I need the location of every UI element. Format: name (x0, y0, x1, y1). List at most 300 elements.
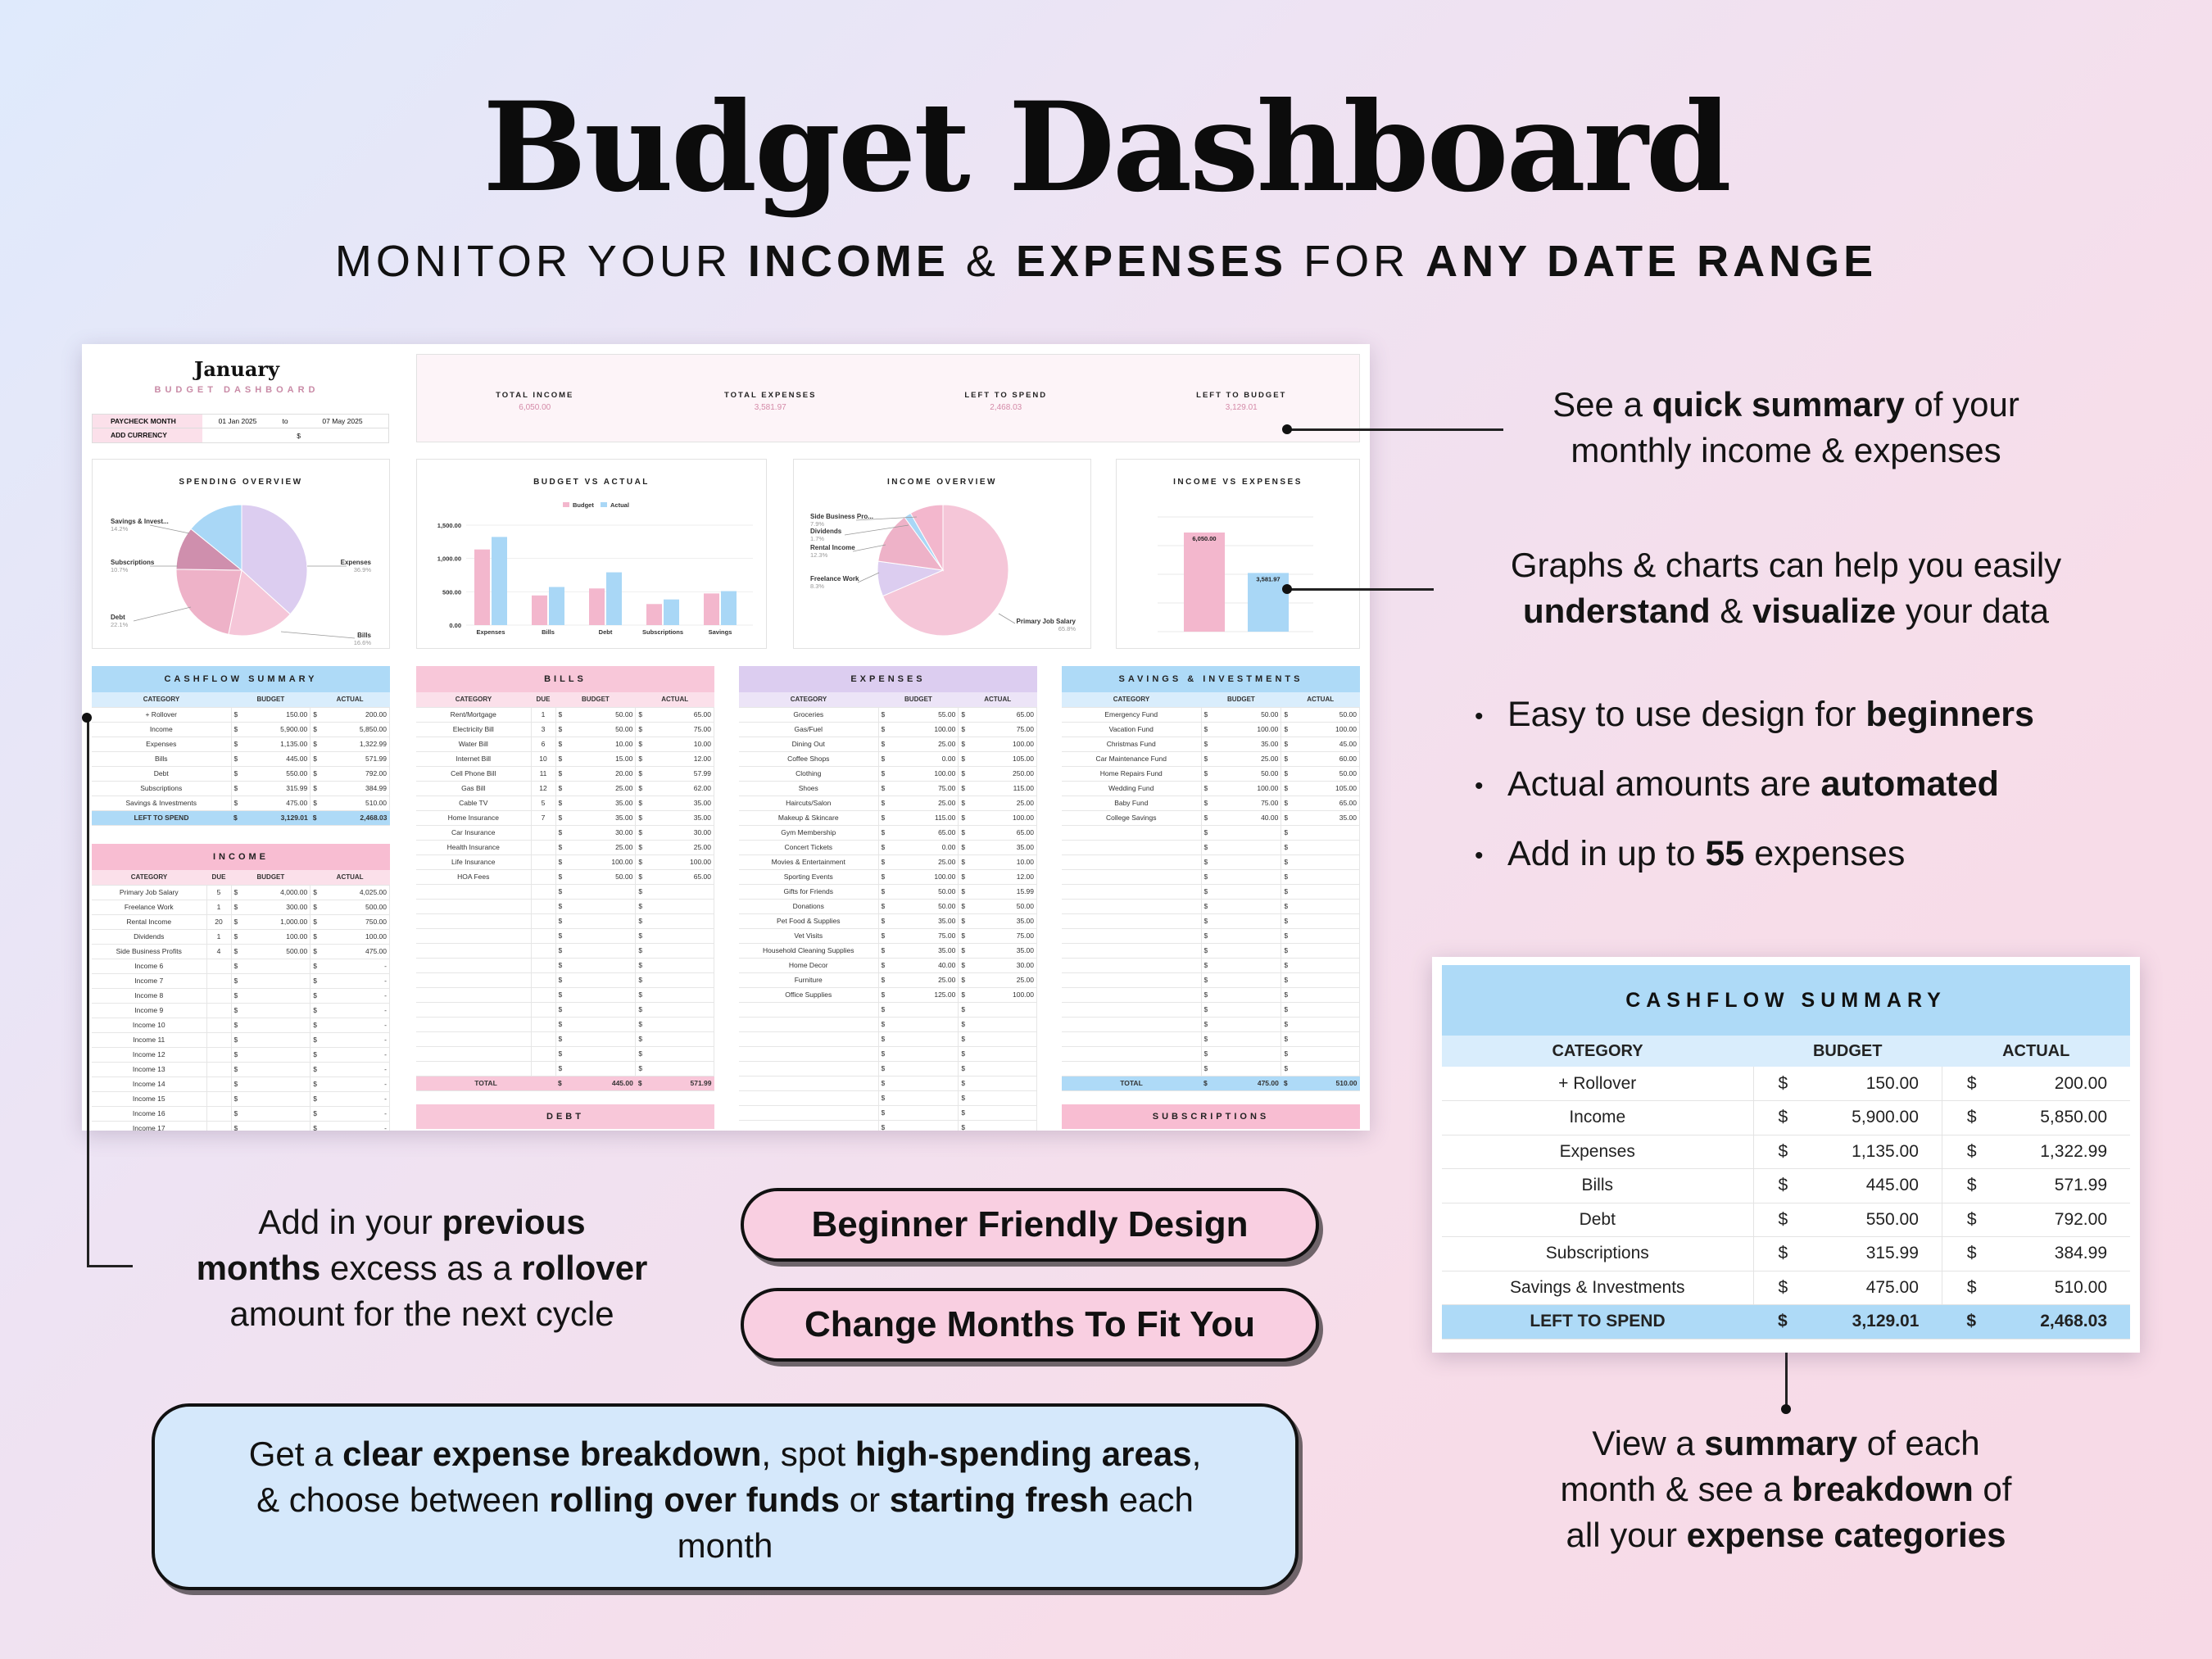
cell-category[interactable]: HOA Fees (416, 869, 531, 884)
cell-actual[interactable] (1281, 751, 1360, 766)
cell-due[interactable] (531, 854, 555, 869)
cell-actual[interactable] (310, 1018, 390, 1032)
cell-budget[interactable] (878, 1090, 959, 1105)
table-row[interactable] (1062, 1031, 1360, 1046)
table-row[interactable] (739, 1076, 1037, 1090)
cell-due[interactable]: 5 (531, 796, 555, 810)
cell-due[interactable] (206, 1062, 231, 1077)
table-row[interactable] (416, 1046, 714, 1061)
table-row[interactable] (416, 928, 714, 943)
cell-category[interactable]: Baby Fund (1062, 796, 1201, 810)
cell-actual[interactable] (1281, 766, 1360, 781)
table-row[interactable] (1062, 1002, 1360, 1017)
cell-actual[interactable] (636, 884, 714, 899)
table-row[interactable] (1062, 1017, 1360, 1031)
cell-budget[interactable] (231, 1003, 310, 1018)
cell-budget[interactable] (878, 869, 959, 884)
cell-actual[interactable] (959, 958, 1037, 972)
cell-actual[interactable] (310, 737, 390, 751)
cell-actual[interactable] (1281, 958, 1360, 972)
cell-category[interactable] (739, 1105, 878, 1120)
cell-due[interactable] (206, 1018, 231, 1032)
cell-budget[interactable] (231, 944, 310, 959)
table-row[interactable] (1062, 987, 1360, 1002)
cell-budget[interactable] (555, 943, 636, 958)
table-row[interactable] (92, 900, 390, 914)
cell-budget[interactable] (878, 1061, 959, 1076)
cell-category[interactable]: Cell Phone Bill (416, 766, 531, 781)
cell-budget[interactable]: 5,900.00 (1788, 1101, 1942, 1135)
cell-budget[interactable] (1201, 722, 1281, 737)
table-row[interactable] (92, 1091, 390, 1106)
cell-category[interactable]: Car Maintenance Fund (1062, 751, 1201, 766)
table-row[interactable] (1442, 1237, 2130, 1271)
cell-actual[interactable]: 510.00 (1977, 1271, 2130, 1305)
cell-category[interactable] (1062, 840, 1201, 854)
table-row[interactable] (1062, 722, 1360, 737)
table-row[interactable] (416, 796, 714, 810)
cell-actual[interactable] (1281, 869, 1360, 884)
cell-actual[interactable] (959, 854, 1037, 869)
cell-budget[interactable] (878, 1031, 959, 1046)
table-row[interactable] (416, 722, 714, 737)
table-row[interactable] (739, 899, 1037, 913)
cell-category[interactable]: Debt (92, 766, 231, 781)
cell-actual[interactable] (959, 722, 1037, 737)
table-row[interactable] (739, 958, 1037, 972)
cell-due[interactable] (206, 1091, 231, 1106)
cell-budget[interactable]: 475.00 (1788, 1271, 1942, 1305)
cell-category[interactable] (416, 958, 531, 972)
table-row[interactable] (416, 987, 714, 1002)
cell-category[interactable]: Sporting Events (739, 869, 878, 884)
cell-budget[interactable] (878, 707, 959, 722)
cell-budget[interactable] (555, 1031, 636, 1046)
cell-due[interactable] (206, 1047, 231, 1062)
table-row[interactable] (1442, 1067, 2130, 1101)
cell-actual[interactable] (636, 707, 714, 722)
cell-actual[interactable] (636, 840, 714, 854)
cell-category[interactable]: Income (1442, 1101, 1753, 1135)
cell-budget[interactable] (878, 1017, 959, 1031)
cell-actual[interactable] (1281, 825, 1360, 840)
cell-actual[interactable] (959, 810, 1037, 825)
cell-budget[interactable] (878, 972, 959, 987)
cell-actual[interactable] (1281, 722, 1360, 737)
cell-budget[interactable] (1201, 972, 1281, 987)
cell-budget[interactable] (231, 751, 310, 766)
table-row[interactable] (739, 1031, 1037, 1046)
table-row[interactable] (1062, 766, 1360, 781)
cell-actual[interactable] (310, 796, 390, 810)
cell-category[interactable]: Clothing (739, 766, 878, 781)
cell-actual[interactable] (959, 899, 1037, 913)
table-row[interactable] (416, 810, 714, 825)
cell-actual[interactable] (1281, 810, 1360, 825)
table-row[interactable] (92, 914, 390, 929)
table-row[interactable] (739, 1017, 1037, 1031)
table-row[interactable] (92, 737, 390, 751)
cell-category[interactable]: Expenses (1442, 1135, 1753, 1169)
cell-actual[interactable] (1281, 899, 1360, 913)
cell-due[interactable] (531, 840, 555, 854)
cell-category[interactable]: Gifts for Friends (739, 884, 878, 899)
cell-budget[interactable] (1201, 899, 1281, 913)
cell-budget[interactable] (555, 840, 636, 854)
table-row[interactable] (416, 707, 714, 722)
cell-actual[interactable]: 384.99 (1977, 1237, 2130, 1271)
cell-budget[interactable] (555, 1017, 636, 1031)
cell-category[interactable] (1062, 825, 1201, 840)
cell-category[interactable]: Movies & Entertainment (739, 854, 878, 869)
cell-budget[interactable] (555, 810, 636, 825)
cell-due[interactable]: 12 (531, 781, 555, 796)
cell-category[interactable]: Income 17 (92, 1121, 206, 1131)
cell-budget[interactable] (1201, 854, 1281, 869)
cell-budget[interactable] (231, 766, 310, 781)
cell-actual[interactable] (310, 781, 390, 796)
cell-actual[interactable] (1281, 1061, 1360, 1076)
cell-actual[interactable] (636, 958, 714, 972)
table-row[interactable] (739, 840, 1037, 854)
cell-category[interactable]: Savings & Investments (92, 796, 231, 810)
cell-budget[interactable] (555, 781, 636, 796)
table-row[interactable] (739, 1046, 1037, 1061)
cell-budget[interactable]: 1,135.00 (1788, 1135, 1942, 1169)
cell-actual[interactable] (959, 707, 1037, 722)
cell-actual[interactable] (636, 737, 714, 751)
cell-due[interactable] (206, 1121, 231, 1131)
cell-due[interactable] (531, 1061, 555, 1076)
cell-category[interactable] (416, 972, 531, 987)
cell-budget[interactable] (555, 825, 636, 840)
cell-budget[interactable] (1201, 810, 1281, 825)
table-row[interactable] (1062, 854, 1360, 869)
cell-category[interactable] (1062, 1031, 1201, 1046)
cell-actual[interactable] (959, 1105, 1037, 1120)
cell-category[interactable]: Income 8 (92, 988, 206, 1003)
cell-budget[interactable] (1201, 840, 1281, 854)
table-row[interactable] (1062, 869, 1360, 884)
cell-category[interactable]: Furniture (739, 972, 878, 987)
table-row[interactable] (92, 1047, 390, 1062)
cell-category[interactable]: Rent/Mortgage (416, 707, 531, 722)
cell-category[interactable]: Dividends (92, 929, 206, 944)
cell-category[interactable]: Expenses (92, 737, 231, 751)
cell-budget[interactable] (555, 928, 636, 943)
cell-budget[interactable] (555, 1061, 636, 1076)
table-row[interactable] (92, 1077, 390, 1091)
cell-category[interactable]: Income 16 (92, 1106, 206, 1121)
cell-category[interactable]: Income 7 (92, 973, 206, 988)
cell-actual[interactable] (310, 1077, 390, 1091)
cell-due[interactable]: 1 (206, 929, 231, 944)
cell-budget[interactable] (878, 810, 959, 825)
cell-budget[interactable] (878, 751, 959, 766)
table-row[interactable] (1442, 1203, 2130, 1237)
cell-category[interactable] (1062, 943, 1201, 958)
cell-budget[interactable] (555, 987, 636, 1002)
table-row[interactable] (92, 1121, 390, 1131)
cell-category[interactable]: Haircuts/Salon (739, 796, 878, 810)
cell-actual[interactable] (310, 1121, 390, 1131)
cell-actual[interactable] (959, 913, 1037, 928)
cell-budget[interactable] (1201, 796, 1281, 810)
cell-category[interactable]: Subscriptions (1442, 1237, 1753, 1271)
cell-budget[interactable] (878, 840, 959, 854)
table-row[interactable] (92, 1003, 390, 1018)
cell-category[interactable]: Health Insurance (416, 840, 531, 854)
cell-category[interactable] (416, 1031, 531, 1046)
cell-due[interactable] (206, 973, 231, 988)
cell-actual[interactable] (310, 722, 390, 737)
table-row[interactable] (739, 722, 1037, 737)
cell-category[interactable]: Water Bill (416, 737, 531, 751)
table-row[interactable] (416, 972, 714, 987)
table-row[interactable] (1442, 1169, 2130, 1203)
cell-actual[interactable] (959, 1046, 1037, 1061)
cell-category[interactable] (416, 1002, 531, 1017)
cell-budget[interactable] (878, 899, 959, 913)
cell-category[interactable]: Income (92, 722, 231, 737)
table-row[interactable] (739, 707, 1037, 722)
cell-category[interactable] (739, 1090, 878, 1105)
cell-due[interactable]: 10 (531, 751, 555, 766)
table-row[interactable] (92, 929, 390, 944)
cell-budget[interactable] (231, 959, 310, 973)
cell-actual[interactable] (959, 943, 1037, 958)
cell-category[interactable] (1062, 928, 1201, 943)
cell-actual[interactable] (959, 825, 1037, 840)
cell-category[interactable]: Shoes (739, 781, 878, 796)
cell-budget[interactable] (1201, 987, 1281, 1002)
table-row[interactable] (416, 913, 714, 928)
cell-category[interactable]: Debt (1442, 1203, 1753, 1237)
cell-actual[interactable] (636, 869, 714, 884)
cell-actual[interactable] (1281, 854, 1360, 869)
cell-due[interactable] (531, 943, 555, 958)
table-row[interactable] (739, 972, 1037, 987)
table-row[interactable] (416, 751, 714, 766)
cell-category[interactable]: Wedding Fund (1062, 781, 1201, 796)
table-row[interactable] (1062, 972, 1360, 987)
cell-actual[interactable] (310, 707, 390, 722)
cell-budget[interactable] (878, 854, 959, 869)
cell-actual[interactable] (959, 766, 1037, 781)
table-row[interactable] (416, 1031, 714, 1046)
cell-category[interactable] (1062, 854, 1201, 869)
table-row[interactable] (739, 884, 1037, 899)
cell-due[interactable] (531, 1017, 555, 1031)
cell-budget[interactable] (555, 884, 636, 899)
table-row[interactable] (739, 737, 1037, 751)
cell-due[interactable] (531, 1031, 555, 1046)
cell-budget[interactable] (231, 1106, 310, 1121)
cell-budget[interactable] (555, 913, 636, 928)
cell-actual[interactable] (310, 751, 390, 766)
cell-budget[interactable] (231, 722, 310, 737)
cell-category[interactable] (416, 943, 531, 958)
cell-budget[interactable] (231, 796, 310, 810)
cell-category[interactable]: Car Insurance (416, 825, 531, 840)
cell-actual[interactable] (959, 1031, 1037, 1046)
cell-category[interactable]: Dining Out (739, 737, 878, 751)
table-row[interactable] (1062, 899, 1360, 913)
cell-actual[interactable] (959, 1002, 1037, 1017)
cell-actual[interactable] (959, 869, 1037, 884)
cell-actual[interactable] (636, 751, 714, 766)
cell-due[interactable] (531, 1002, 555, 1017)
cell-due[interactable] (531, 958, 555, 972)
cell-due[interactable] (531, 869, 555, 884)
cell-budget[interactable] (1201, 869, 1281, 884)
cell-budget[interactable] (231, 900, 310, 914)
cell-budget[interactable] (1201, 1017, 1281, 1031)
cell-budget[interactable] (1201, 766, 1281, 781)
paycheck-to-field[interactable]: 07 May 2025 (322, 417, 363, 425)
cell-budget[interactable] (231, 737, 310, 751)
cell-actual[interactable]: 5,850.00 (1977, 1101, 2130, 1135)
cell-actual[interactable] (959, 987, 1037, 1002)
table-row[interactable] (92, 885, 390, 900)
cell-actual[interactable] (636, 1061, 714, 1076)
cell-category[interactable]: Home Repairs Fund (1062, 766, 1201, 781)
table-row[interactable] (416, 869, 714, 884)
cell-actual[interactable] (310, 959, 390, 973)
cell-actual[interactable] (310, 929, 390, 944)
cell-actual[interactable] (310, 766, 390, 781)
cell-budget[interactable] (878, 825, 959, 840)
cell-category[interactable] (739, 1061, 878, 1076)
cell-category[interactable]: Household Cleaning Supplies (739, 943, 878, 958)
cell-actual[interactable] (636, 796, 714, 810)
cell-budget[interactable] (555, 854, 636, 869)
cell-due[interactable] (206, 1106, 231, 1121)
cell-actual[interactable] (1281, 884, 1360, 899)
cell-actual[interactable] (310, 1032, 390, 1047)
table-row[interactable] (1062, 810, 1360, 825)
cell-actual[interactable] (1281, 707, 1360, 722)
cell-budget[interactable] (1201, 884, 1281, 899)
cell-actual[interactable] (636, 854, 714, 869)
cell-budget[interactable] (878, 1105, 959, 1120)
table-row[interactable] (1062, 840, 1360, 854)
cell-category[interactable]: Bills (1442, 1169, 1753, 1203)
cell-budget[interactable] (1201, 913, 1281, 928)
cell-category[interactable] (739, 1120, 878, 1131)
table-row[interactable] (416, 854, 714, 869)
cell-actual[interactable] (636, 987, 714, 1002)
cell-due[interactable] (531, 987, 555, 1002)
cell-budget[interactable]: 315.99 (1788, 1237, 1942, 1271)
cell-category[interactable] (1062, 913, 1201, 928)
cell-category[interactable]: Freelance Work (92, 900, 206, 914)
cell-category[interactable] (416, 928, 531, 943)
cell-category[interactable] (1062, 958, 1201, 972)
cell-due[interactable]: 20 (206, 914, 231, 929)
cell-budget[interactable] (878, 928, 959, 943)
cell-budget[interactable] (1201, 707, 1281, 722)
cell-due[interactable] (206, 1077, 231, 1091)
cell-due[interactable] (206, 988, 231, 1003)
cell-due[interactable] (531, 928, 555, 943)
cell-budget[interactable] (231, 973, 310, 988)
cell-budget[interactable] (555, 869, 636, 884)
table-row[interactable] (1062, 737, 1360, 751)
cell-actual[interactable] (1281, 796, 1360, 810)
table-row[interactable] (1062, 958, 1360, 972)
table-row[interactable] (416, 1061, 714, 1076)
cell-actual[interactable] (959, 781, 1037, 796)
cell-actual[interactable] (636, 1046, 714, 1061)
cell-category[interactable]: Income 15 (92, 1091, 206, 1106)
cell-budget[interactable] (231, 929, 310, 944)
table-row[interactable] (92, 1106, 390, 1121)
cell-budget[interactable] (555, 737, 636, 751)
cell-actual[interactable] (636, 825, 714, 840)
cell-category[interactable] (416, 884, 531, 899)
cell-due[interactable]: 3 (531, 722, 555, 737)
table-row[interactable] (416, 958, 714, 972)
cell-actual[interactable] (310, 988, 390, 1003)
cell-actual[interactable] (310, 1062, 390, 1077)
cell-actual[interactable] (1281, 1017, 1360, 1031)
cell-actual[interactable] (959, 1061, 1037, 1076)
cell-category[interactable] (416, 913, 531, 928)
cell-actual[interactable] (959, 1090, 1037, 1105)
cell-budget[interactable] (878, 796, 959, 810)
cell-budget[interactable] (555, 766, 636, 781)
cell-actual[interactable] (310, 1003, 390, 1018)
cell-category[interactable]: Rental Income (92, 914, 206, 929)
table-row[interactable] (739, 928, 1037, 943)
cell-due[interactable] (531, 825, 555, 840)
cell-actual[interactable] (1281, 737, 1360, 751)
table-row[interactable] (739, 781, 1037, 796)
cell-actual[interactable] (1281, 913, 1360, 928)
table-row[interactable] (416, 766, 714, 781)
table-row[interactable] (1062, 913, 1360, 928)
cell-due[interactable]: 7 (531, 810, 555, 825)
table-row[interactable] (92, 707, 390, 722)
table-row[interactable] (92, 944, 390, 959)
cell-budget[interactable] (555, 972, 636, 987)
cell-budget[interactable] (555, 1046, 636, 1061)
cell-budget[interactable] (231, 1047, 310, 1062)
cell-category[interactable] (739, 1017, 878, 1031)
cell-category[interactable] (1062, 884, 1201, 899)
cell-due[interactable] (531, 913, 555, 928)
cell-budget[interactable] (878, 958, 959, 972)
table-row[interactable] (1442, 1271, 2130, 1305)
table-row[interactable] (1062, 928, 1360, 943)
table-row[interactable] (1442, 1135, 2130, 1169)
cell-category[interactable]: Income 12 (92, 1047, 206, 1062)
cell-due[interactable] (206, 1003, 231, 1018)
cell-category[interactable]: Home Decor (739, 958, 878, 972)
cell-actual[interactable]: 200.00 (1977, 1067, 2130, 1101)
cell-actual[interactable] (1281, 972, 1360, 987)
cell-actual[interactable] (310, 1106, 390, 1121)
cell-category[interactable]: Subscriptions (92, 781, 231, 796)
cell-budget[interactable] (878, 766, 959, 781)
cell-budget[interactable] (878, 1120, 959, 1131)
table-row[interactable] (92, 781, 390, 796)
cell-due[interactable] (206, 959, 231, 973)
cell-category[interactable] (1062, 1046, 1201, 1061)
table-row[interactable] (1062, 751, 1360, 766)
cell-category[interactable]: Bills (92, 751, 231, 766)
